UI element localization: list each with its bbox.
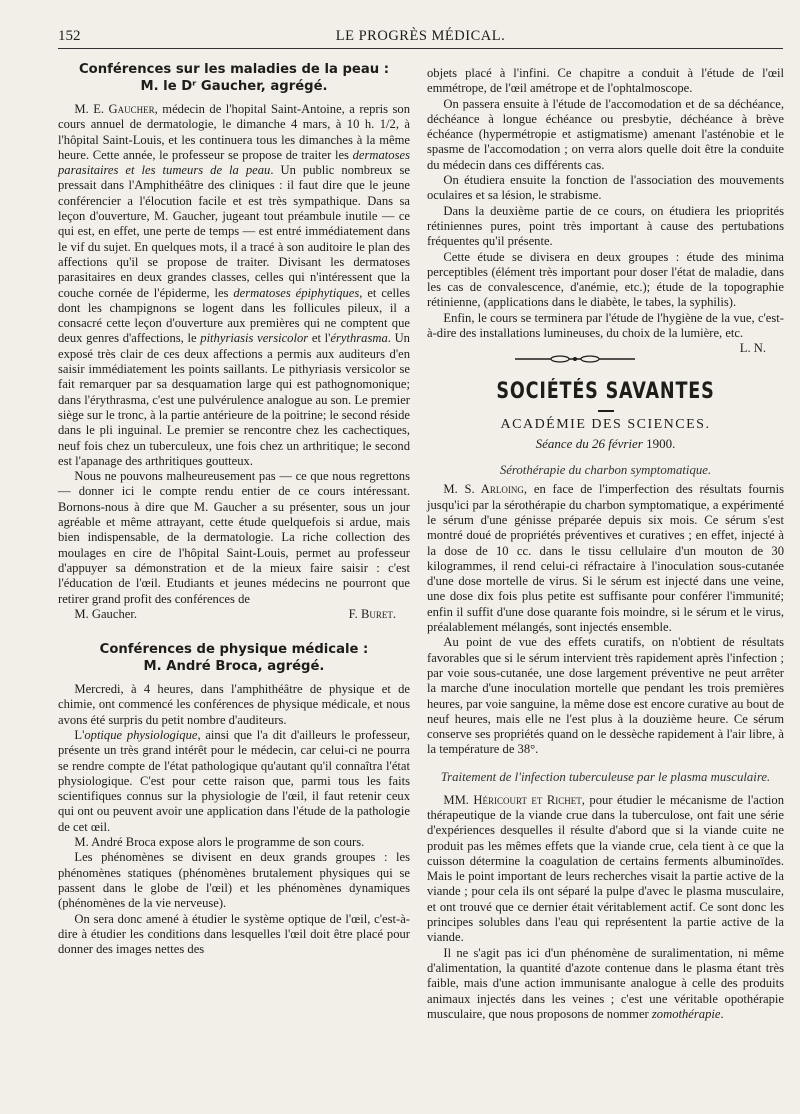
- paragraph: [427, 482, 784, 635]
- emphasis: zomothérapie: [651, 1006, 721, 1021]
- person-name: Héricourt et Richet: [473, 792, 582, 807]
- text-run: M. Gaucher.: [74, 606, 137, 621]
- paragraph: [427, 793, 784, 946]
- ornament-rule-icon: [515, 355, 635, 363]
- emphasis: érythrasma: [330, 331, 388, 346]
- author-signature: L. N.: [739, 341, 766, 356]
- paragraph: Dans la deuxième partie de ce cours, on étudiera les prioprités rétiniennes pures, point très important à cause des pertubations fréquentes qu'il présente.: [427, 203, 784, 249]
- text-run: , pour étudier le mécanisme de l'action thérapeutique de la viande crue dans la tuberculose, ont fait une série d'expériences desquelles il résulte d'abord que si la viande cuite ne produit pas les mêmes effets que la viande crue, cela tient à ce que la cuisson détermine la coagulation de certains ferments albuminoïdes. Mais le point important de leurs recherches visait la partie active de la viande ; pour cela ils ont séparé la pulpe d'avec le plasma musculaire, et ont trouvé que ce dernier était véritablement actif. Ce sont donc les principes solubles dans l'eau qui représentent la partie active de la viande.: [427, 792, 784, 945]
- right-column: [427, 66, 784, 1022]
- paragraph: Les phénomènes se divisent en deux grands groupes : les phénomènes statiques (phénomènes brutalement physiques qui se passent dans le globe de l'œil) et les phénomènes dynamiques (phénomènes de la vie nerveuse).: [58, 850, 410, 911]
- academie-heading: ACADÉMIE DES SCIENCES.: [500, 417, 711, 433]
- section-title-line: Conférences de physique médicale :: [99, 642, 369, 658]
- paragraph: On passera ensuite à l'étude de l'accomodation et de sa déchéance, déchéance à longue échéance ou presbytie, déchéance à brève échéance (hypermétropie et astigmatisme) amenant l'asténobie et le spasme de l'accomodation ; on verra alors quelle doit être la conduite du médecin dans ces différents cas.: [427, 96, 784, 172]
- text-run: , médecin de l'hopital Saint-Antoine, a repris son cours annuel de dermatologie, le dimanche 4 mars, à 10 h. 1/2, à l'hôpital Saint-Louis, et les continuera tous les dimanches à la même heure. Cette année, le professeur se propose de traiter les: [58, 102, 411, 162]
- author-signature: F. Buret.: [348, 606, 396, 621]
- section-title-line: M. André Broca, agrégé.: [143, 658, 325, 674]
- ornament-divider: [427, 355, 723, 363]
- paragraph: [427, 946, 784, 1022]
- section-title-line: Conférences sur les maladies de la peau :: [78, 62, 389, 77]
- paragraph: M. André Broca expose alors le programme de son cours.: [74, 835, 365, 850]
- seance-date: [427, 436, 784, 452]
- text-run: .: [720, 1006, 724, 1021]
- text-run: M. E.: [74, 102, 109, 116]
- paragraph: On sera donc amené à étudier le système optique de l'œil, c'est-à-dire à étudier les conditions dans lesquelles l'œil doit être placé pour donner des images nettes des: [58, 911, 410, 957]
- text-run: Enfin, le cours se terminera par l'étude de l'hygiène de la vue, c'est-à-dire des installations lumineuses, du choix de la lumière, etc.: [427, 310, 784, 341]
- text-run: 1900.: [642, 436, 676, 452]
- paragraph: Au point de vue des effets curatifs, on n'obtient de résultats favorables que si le sérum intervient très rapidement après l'infection ; par voie sous-cutanée, une dose largement préventive ne peut arrêter la marche d'une inoculation mortelle que pendant les trois premières heures, par voie sanguine, la même dose est encore curative au bout de neuf heures, mais elle ne l'est plus à la douzième heure. Ce sérum conserve ses propriétés quand on le dessèche rapidement à l'air libre, à la température de 38°.: [427, 635, 784, 757]
- signature-line: [58, 607, 410, 622]
- paragraph: Cette étude se divisera en deux groupes : étude des minima perceptibles (élément très important pour doser l'état de maladie, dans les cas de convalescence, d'anémie, etc.); étude de la topographie rétinienne, (applications dans le diabète, le tabes, la syphilis).: [427, 249, 784, 310]
- article-subtitle: Sérothérapie du charbon symptomatique.: [499, 463, 712, 478]
- text-run: . Un exposé très clair de ces deux affections a permis aux auditeurs d'en saisir immédiatement les points saillants. Le pithyriasis versicolor se fait remarquer par sa desquamation large qui est pathognomonique; dans l'érythrasma, c'est une pulvérulence analogue au son. Le premier siège sur le tronc, à la partie antérieure de la poitrine; le second réside dans le pli inguinal. Le premier se rencontre chez les cachectiques, neuf fois chez un tuberculeux, une fois chez un arthritique; le second est l'apanage des arthritiques goutteux.: [58, 331, 410, 468]
- paragraph: Nous ne pouvons malheureusement pas — ce que nous regrettons — donner ici le compte rendu entier de ce cours intéressant. Bornons-nous à dire que M. Gaucher a su présenter, sous un jour agréable et même attrayant, cette étude quelquefois si ardue, mais bien indispensable, de la dermatologie. La riche collection des moulages en cire de l'hôpital Saint-Louis, permet au professeur d'appuyer sa démonstration et de la mieux faire saisir : c'est l'éducation de l'œil. Etudiants et jeunes médecins ne pourront que retirer grand profit des conférences de: [58, 469, 410, 606]
- emphasis: dermatoses parasitaires et les tumeurs de la peau: [58, 147, 410, 178]
- text-run: février: [608, 436, 643, 452]
- emphasis: dermatoses épiphytiques: [233, 285, 360, 300]
- emphasis: optique physiologique: [84, 727, 198, 742]
- text-run: , ainsi que l'a dit d'ailleurs le professeur, présente un très grand intérêt pour le médecin, car celui-ci ne pourra se rendre compte de l'état pathologique qu'autant qu'il connaîtra l'état physiologique. C'est pour cette raison que, parmi tous les faits scientifiques connus sur la physiologie de l'œil, il faut retenir ceux qui ont ou peuvent avoir une application dans l'étude de la pathologie de cet œil.: [58, 727, 410, 834]
- text-run: , en face de l'imperfection des résultats fournis jusqu'ici par la sérothérapie du charbon symptomatique, a expérimenté le sérum d'une génisse préparée depuis six mois. Ce sérum s'est montré doué de propriétés préventives et curatives ; en effet, injecté à la dose de 10 cc. dans le tissu cellulaire d'un mouton de 30 kilogrammes, il rend celui-ci réfractaire à l'inoculation sous-cutanée d'une dose mortelle de virus. Si le sérum est injecté dans une veine, une dose dix fois plus petite est suffisante pour conférer l'immunité; enfin il suffit d'une dose quarante fois moindre, si le sérum et le virus, préalablement mélangés, sont injectés ensemble.: [427, 482, 784, 635]
- text-run: M.: [443, 482, 465, 497]
- text-run: MM.: [443, 792, 474, 807]
- paragraph: [58, 102, 410, 469]
- section-title-line: M. le Dʳ Gaucher, agrégé.: [140, 78, 328, 94]
- title-dash: [598, 410, 614, 412]
- section-title-dermatology: [58, 62, 410, 95]
- section-title-physics: [58, 642, 410, 675]
- running-head: [58, 28, 783, 49]
- text-run: L': [74, 727, 85, 742]
- emphasis: pithyriasis versicolor: [200, 331, 309, 346]
- paragraph: Mercredi, à 4 heures, dans l'amphithéâtre de physique et de chimie, ont commencé les conférences de physique médicale, et nous avons été surpris du petit nombre d'auditeurs.: [58, 682, 410, 727]
- text-run: . Un public nombreux se pressait dans l'Amphithéâtre des cliniques : il faut dire que le jeune conférencier a l'élocution facile et est très sympathique. Dans sa leçon d'ouverture, M. Gaucher, jugeant tout préambule inutile — ce qui est, en effet, une perte de temps — est entré immédiatement dans le vif du sujet. En quelques mots, il a tracé à son auditoire le plan des affections qu'il se propose de traiter. Divisant les dermatoses parasitaires en deux grandes classes, celles qui n'intéressent que la couche cornée de l'épiderme, les: [58, 163, 410, 300]
- left-column: [58, 62, 410, 957]
- text-run: Il ne s'agit pas ici d'un phénomène de suralimentation, ni même d'alimentation, la quantité d'azote contenue dans le plasma étant très faible, mais d'une action immunisante analogue à celle des produits animaux injectés dans les veines ; c'est une véritable opothérapie musculaire, que nous proposons de nommer: [427, 945, 784, 1021]
- person-name: Gaucher: [108, 102, 155, 116]
- paragraph: On étudiera ensuite la fonction de l'association des mouvements oculaires et sa lésion, le strabisme.: [427, 173, 784, 203]
- text-run: et l': [308, 331, 331, 346]
- societes-savantes-title: SOCIÉTÉS SAVANTES: [496, 379, 715, 405]
- article-subtitle: Traitement de l'infection tuberculeuse par le plasma musculaire.: [440, 769, 771, 784]
- text-run: Séance du 26: [535, 436, 609, 452]
- page-number: 152: [58, 28, 81, 44]
- text-run: , et celles dont les champignons se logent dans les follicules pileux, il a consacré cette leçon d'ouverture aux premières qui ne comptent que deux genres d'affections, le: [58, 285, 411, 346]
- paragraph: objets placé à l'infini. Ce chapitre a conduit à l'étude de l'œil emmétrope, de l'œil amétrope et de l'ophtalmoscope.: [427, 66, 784, 96]
- paragraph: [427, 310, 784, 356]
- person-name: S. Arloing: [464, 482, 524, 497]
- paragraph: [58, 728, 410, 835]
- journal-title: LE PROGRÈS MÉDICAL.: [335, 28, 506, 44]
